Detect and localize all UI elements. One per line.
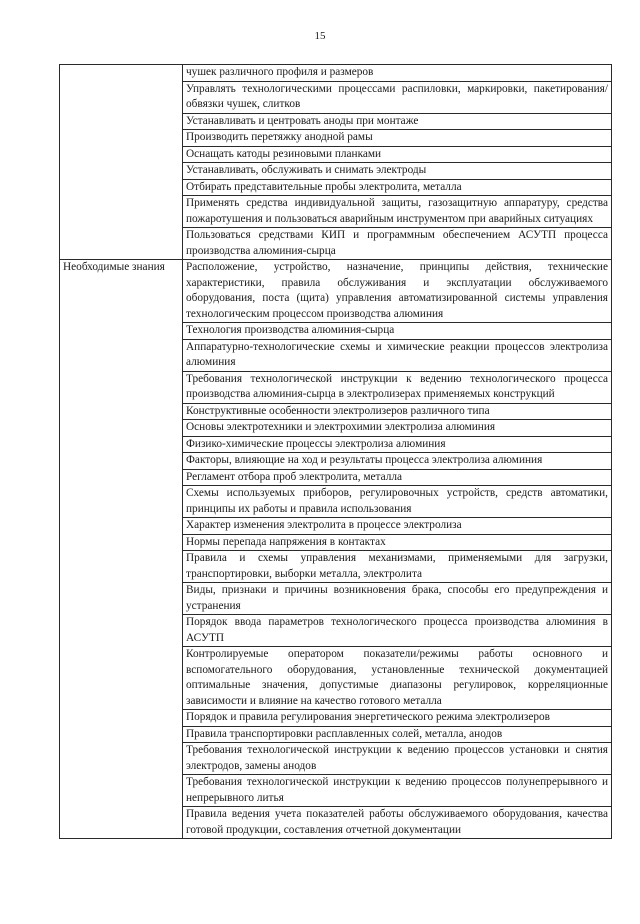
table-cell-text: Расположение, устройство, назначение, принципы действия, технические характеристики, правила обслуживания и эксплуатации обслуживаемого оборудования, поста (щита) управления автоматизированной системы управления технологическим процессом производства алюминия [186,261,608,320]
knowledge-item [183,583,612,615]
knowledge-item [183,403,612,420]
skill-item [183,130,612,147]
knowledge-table [59,64,612,839]
table-cell-text: Производить перетяжку анодной рамы [186,131,373,143]
knowledge-label: Необходимые знания [63,261,165,273]
knowledge-item [183,339,612,371]
table-cell-text: Основы электротехники и электрохимии электролиза алюминия [186,421,496,433]
knowledge-item [183,436,612,453]
table-cell-text: Виды, признаки и причины возникновения брака, способы его предупреждения и устранения [186,584,608,612]
knowledge-item [183,743,612,775]
table-cell-text: Аппаратурно-технологические схемы и химические реакции процессов электролиза алюминия [186,340,608,368]
table-cell-text: Характер изменения электролита в процессе электролиза [186,519,462,531]
knowledge-item [183,807,612,839]
page-number: 15 [314,30,326,42]
skill-item [183,146,612,163]
skill-item [183,228,612,260]
table-cell-text: Управлять технологическими процессами распиловки, маркировки, пакетирования/обвязки чушек, слитков [186,82,608,110]
skill-item [183,163,612,180]
table-cell-text: Конструктивные особенности электролизеров различного типа [186,404,490,417]
skill-item [183,65,612,82]
knowledge-item [183,453,612,470]
table-cell-text: Правила транспортировки расплавленных солей, металла, анодов [186,727,503,740]
knowledge-item [183,647,612,710]
knowledge-item [183,518,612,535]
skill-item [183,196,612,228]
table-cell-text: Требования технологической инструкции к ведению процессов установки и снятия электродов, замены анодов [186,744,608,772]
table-row [60,65,612,82]
knowledge-item [183,486,612,518]
knowledge-item [183,726,612,743]
knowledge-item [183,420,612,437]
table-cell-text: Пользоваться средствами КИП и программным обеспечением АСУТП процесса производства алюминия-сырца [186,229,608,257]
skill-item [183,179,612,196]
knowledge-item [183,710,612,727]
skills-label-cell [60,65,183,260]
knowledge-item [183,371,612,403]
table-cell-text: Порядок и правила регулирования энергетического режима электролизеров [186,711,551,723]
table-cell-text: Требования технологической инструкции к ведению процессов полунепрерывного и непрерывного литья [186,776,608,804]
table-cell-text: Контролируемые оператором показатели/режимы работы основного и вспомогательного оборудования, установленные технической документацией оптимальные значения, допустимые диапазоны регулировок, корреляционные зависимости и влияние на качество готового металла [186,648,608,707]
skill-item [183,113,612,130]
table-cell-text: Оснащать катоды резиновыми планками [186,147,382,160]
table-cell-text: Порядок ввода параметров технологического процесса производства алюминия в АСУТП [186,616,608,644]
table-cell-text: чушек различного профиля и размеров [186,66,374,78]
table-cell-text: Применять средства индивидуальной защиты, газозащитную аппаратуру, средства пожаротушения и пользоваться аварийным инструментом при аварийных ситуациях [186,197,608,225]
skill-item [183,81,612,113]
table-cell-text: Устанавливать, обслуживать и снимать электроды [186,164,427,176]
table-cell-text: Требования технологической инструкции к ведению технологического процесса производства алюминия-сырца в электролизерах применяемых конструкций [186,372,608,400]
table-cell-text: Технология производства алюминия-сырца [186,324,395,336]
knowledge-item [183,323,612,340]
table-cell-text: Факторы, влияющие на ход и результаты процесса электролиза алюминия [186,454,543,466]
table-cell-text: Нормы перепада напряжения в контактах [186,535,386,548]
knowledge-label-cell [60,260,183,839]
knowledge-item [183,469,612,486]
table-row [60,260,612,323]
table-cell-text: Регламент отбора проб электролита, металла [186,470,402,483]
table-cell-text: Схемы используемых приборов, регулировочных устройств, средств автоматики, принципы их работы и правила использования [186,487,608,515]
knowledge-item [183,260,612,323]
knowledge-item [183,534,612,551]
knowledge-item [183,775,612,807]
knowledge-item [183,615,612,647]
table-cell-text: Правила и схемы управления механизмами, применяемыми для загрузки, транспортировки, выборки металла, электролита [186,552,608,580]
table-cell-text: Устанавливать и центровать аноды при монтаже [186,114,419,127]
table-cell-text: Отбирать представительные пробы электролита, металла [186,180,462,193]
table-cell-text: Физико-химические процессы электролиза алюминия [186,437,446,450]
knowledge-item [183,551,612,583]
table-cell-text: Правила ведения учета показателей работы обслуживаемого оборудования, качества готовой продукции, составления отчетной документации [186,808,608,836]
